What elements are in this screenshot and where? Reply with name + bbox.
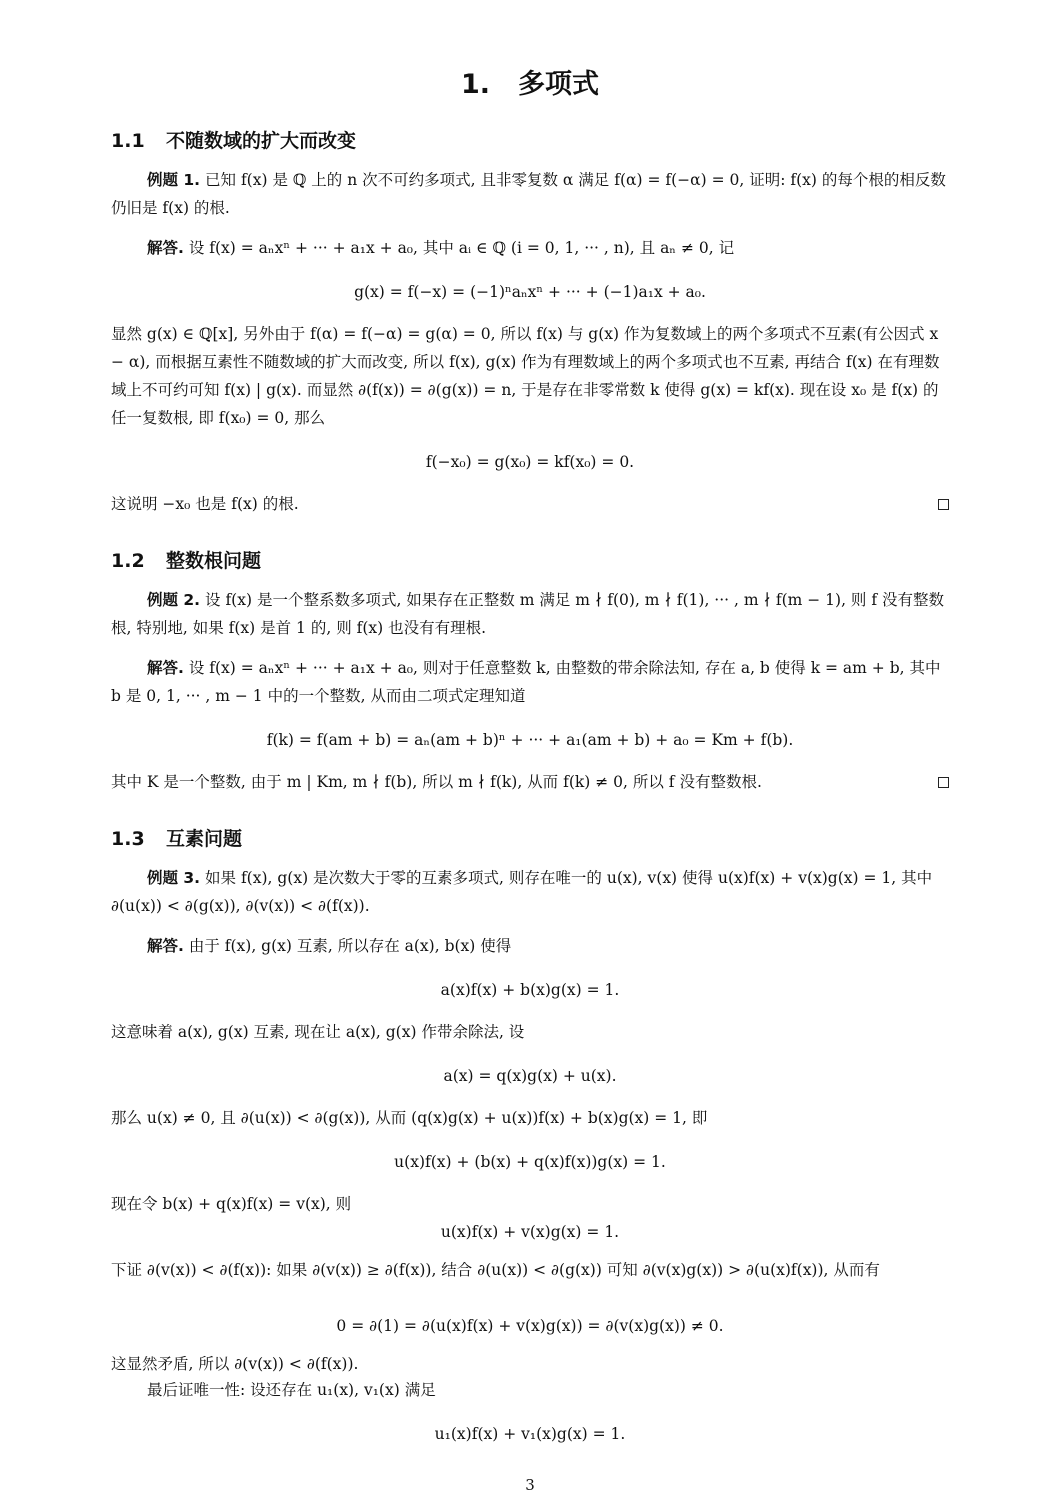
section-number: 1.1	[111, 130, 145, 152]
text-line: 这意味着 a(x), g(x) 互素, 现在让 a(x), g(x) 作带余除法, 设	[111, 1023, 525, 1041]
solution-text: 由于 f(x), g(x) 互素, 所以存在 a(x), b(x) 使得	[188, 937, 512, 955]
page-number: 3	[525, 1476, 535, 1494]
example-text: 如果 f(x), g(x) 是次数大于零的互素多项式, 则存在唯一的 u(x), v(x) 使得 u(x)f(x) + v(x)g(x) = 1, 其中 ∂(u(x)) < ∂(g(x)), ∂(v(x)) < ∂(f(x)).	[111, 869, 933, 915]
solution-label: 解答.	[147, 659, 184, 677]
text-line: 下证 ∂(v(x)) < ∂(f(x)): 如果 ∂(v(x)) ≥ ∂(f(x)), 结合 ∂(u(x)) < ∂(g(x)) 可知 ∂(v(x)g(x)) > ∂(u(x)f(x)), 从而有	[111, 1261, 880, 1279]
section-number: 1.2	[111, 550, 145, 572]
example-1-conclusion: 这说明 −x₀ 也是 f(x) 的根.	[111, 495, 299, 513]
equation: u₁(x)f(x) + v₁(x)g(x) = 1.	[434, 1425, 626, 1443]
chapter-title: 多项式	[518, 69, 600, 100]
text-line: 现在令 b(x) + q(x)f(x) = v(x), 则	[111, 1195, 352, 1213]
solution-text: 设 f(x) = aₙxⁿ + ··· + a₁x + a₀, 其中 aᵢ ∈ ℚ (i = 0, 1, ··· , n), 且 aₙ ≠ 0, 记	[188, 239, 735, 257]
example-label: 例题 1.	[147, 171, 201, 189]
section-title: 不随数域的扩大而改变	[166, 130, 357, 152]
section-heading-1-3	[111, 824, 242, 851]
section-heading-1-1	[111, 126, 356, 153]
text-line: 这显然矛盾, 所以 ∂(v(x)) < ∂(f(x)).	[111, 1355, 359, 1373]
equation: a(x) = q(x)g(x) + u(x).	[443, 1067, 617, 1085]
equation: 0 = ∂(1) = ∂(u(x)f(x) + v(x)g(x)) = ∂(v(x)g(x)) ≠ 0.	[336, 1317, 724, 1335]
example-3-statement	[111, 864, 949, 920]
example-3-solution-intro	[111, 932, 949, 960]
chapter-heading	[111, 62, 949, 101]
example-1-solution-intro	[111, 234, 949, 262]
qed-square-icon	[938, 777, 949, 788]
equation: a(x)f(x) + b(x)g(x) = 1.	[440, 981, 620, 999]
example-label: 例题 3.	[147, 869, 201, 887]
equation: u(x)f(x) + (b(x) + q(x)f(x))g(x) = 1.	[394, 1153, 666, 1171]
text-line: 最后证唯一性: 设还存在 u₁(x), v₁(x) 满足	[147, 1381, 436, 1399]
equation: g(x) = f(−x) = (−1)ⁿaₙxⁿ + ··· + (−1)a₁x + a₀.	[354, 283, 706, 301]
section-title: 互素问题	[166, 828, 243, 850]
solution-label: 解答.	[147, 239, 184, 257]
text-line: 那么 u(x) ≠ 0, 且 ∂(u(x)) < ∂(g(x)), 从而 (q(x)g(x) + u(x))f(x) + b(x)g(x) = 1, 即	[111, 1109, 708, 1127]
qed-square-icon	[938, 499, 949, 510]
example-text: 已知 f(x) 是 ℚ 上的 n 次不可约多项式, 且非零复数 α 满足 f(α) = f(−α) = 0, 证明: f(x) 的每个根的相反数仍旧是 f(x) 的根.	[111, 171, 946, 217]
example-1-paragraph: 显然 g(x) ∈ ℚ[x], 另外由于 f(α) = f(−α) = g(α) = 0, 所以 f(x) 与 g(x) 作为复数域上的两个多项式不互素(有公因式 x − α), 而根据互素性不随数域的扩大而改变, 所以 f(x), g(x) 作为有理数域上的两个多项式也不互素, 再结合 f(x) 在有理数域上不可约可知 f(x) | g(x). 而显然 ∂(f(x)) = ∂(g(x)) = n, 于是存在非零常数 k 使得 g(x) = kf(x). 现在设 x₀ 是 f(x) 的任一复数根, 即 f(x₀) = 0, 那么	[111, 325, 940, 427]
example-text: 设 f(x) 是一个整系数多项式, 如果存在正整数 m 满足 m ∤ f(0), m ∤ f(1), ··· , m ∤ f(m − 1), 则 f 没有整数根, 特别地, 如果 f(x) 是首 1 的, 则 f(x) 也没有有理根.	[111, 591, 945, 637]
equation: u(x)f(x) + v(x)g(x) = 1.	[440, 1223, 620, 1241]
section-title: 整数根问题	[166, 550, 262, 572]
example-1-statement	[111, 166, 949, 222]
example-2-conclusion: 其中 K 是一个整数, 由于 m | Km, m ∤ f(b), 所以 m ∤ f(k), 从而 f(k) ≠ 0, 所以 f 没有整数根.	[111, 773, 762, 791]
equation: f(k) = f(am + b) = aₙ(am + b)ⁿ + ··· + a₁(am + b) + a₀ = Km + f(b).	[266, 731, 794, 749]
chapter-number: 1.	[460, 69, 491, 100]
example-2-solution-intro	[111, 654, 949, 710]
section-number: 1.3	[111, 828, 145, 850]
example-2-statement	[111, 586, 949, 642]
section-heading-1-2	[111, 546, 261, 573]
example-label: 例题 2.	[147, 591, 201, 609]
equation: f(−x₀) = g(x₀) = kf(x₀) = 0.	[425, 453, 635, 471]
solution-text: 设 f(x) = aₙxⁿ + ··· + a₁x + a₀, 则对于任意整数 k, 由整数的带余除法知, 存在 a, b 使得 k = am + b, 其中 b 是 0, 1, ··· , m − 1 中的一个整数, 从而由二项式定理知道	[111, 659, 941, 705]
solution-label: 解答.	[147, 937, 184, 955]
